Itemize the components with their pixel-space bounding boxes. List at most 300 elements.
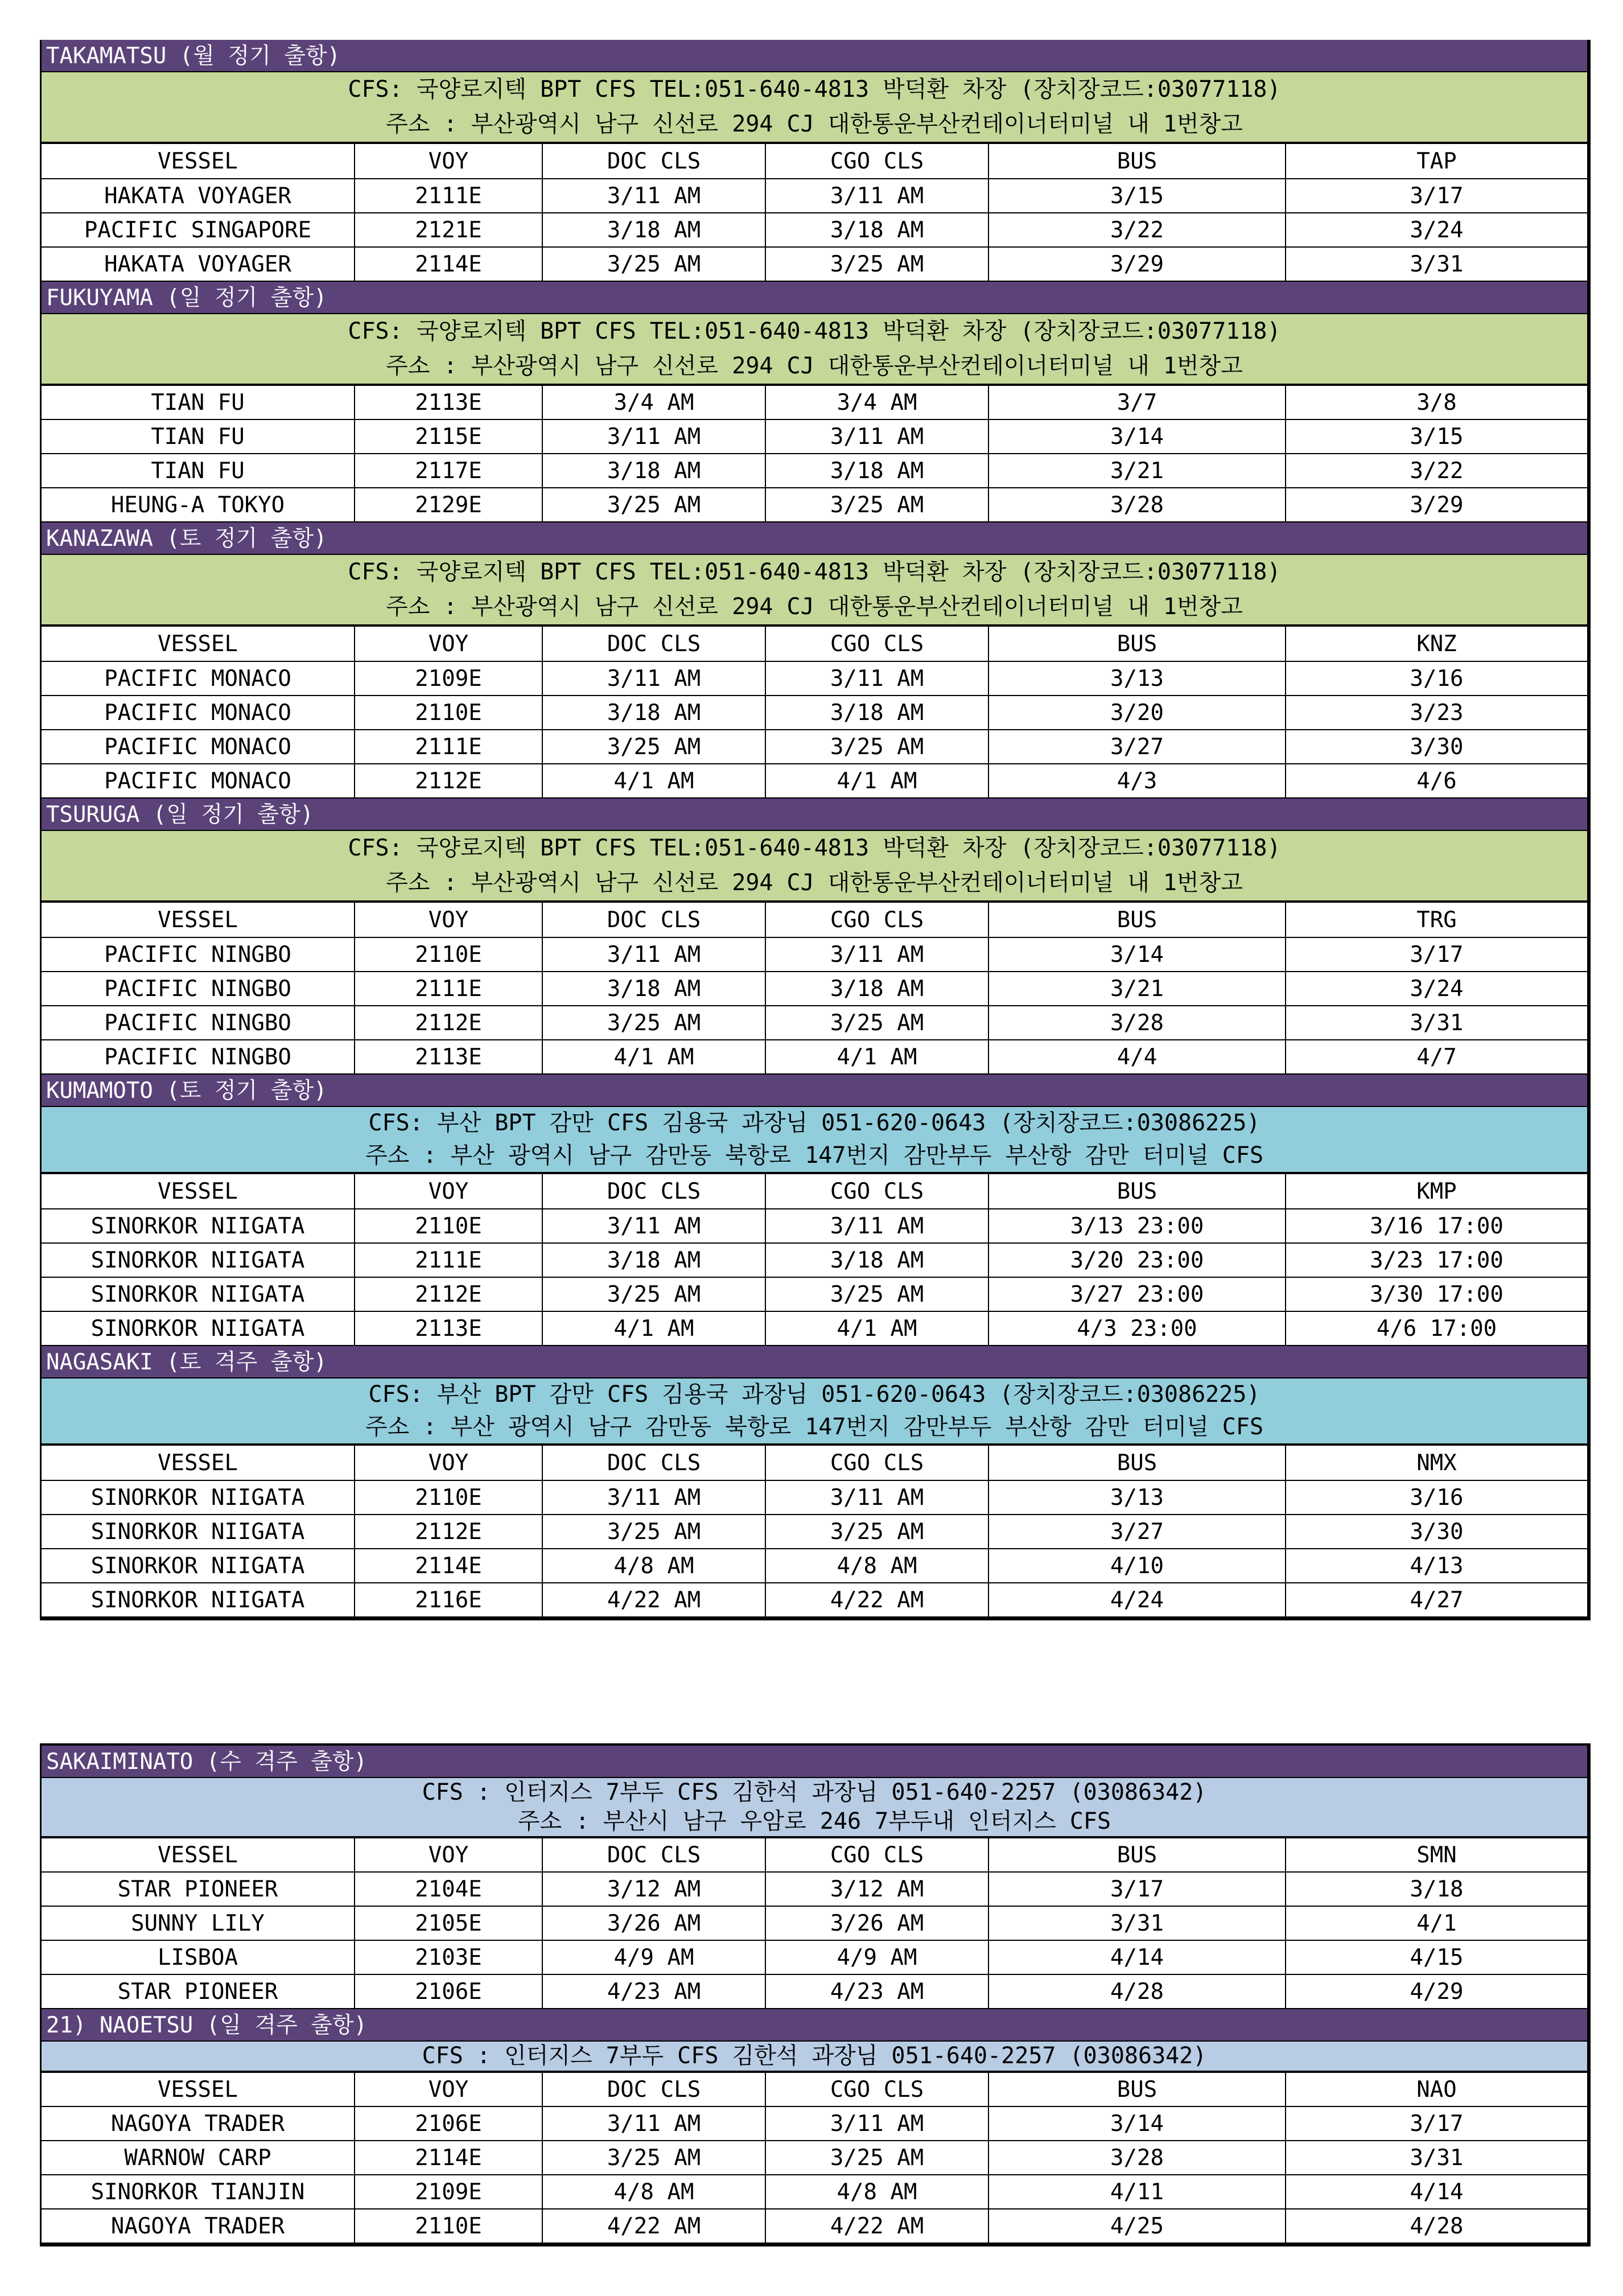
table-row [42,1006,1587,1040]
column-header: DOC CLS [542,626,765,661]
column-header: VESSEL [42,1838,355,1872]
table-cell: 3/20 23:00 [988,1243,1286,1277]
table-row [42,1974,1587,2009]
table-cell: 2110E [355,1209,542,1243]
table-cell: 3/18 [1286,1872,1587,1906]
column-header: DOC CLS [542,1174,765,1209]
table-row [42,2141,1587,2175]
table-cell: 4/22 AM [765,2209,988,2243]
table-cell: 4/9 AM [542,1940,765,1974]
table-cell: PACIFIC NINGBO [42,1040,355,1074]
column-header: CGO CLS [765,902,988,937]
table-cell: 2110E [355,696,542,730]
table-cell: 3/11 AM [765,661,988,696]
table-cell: 3/25 AM [542,2141,765,2175]
table-row [42,385,1587,419]
table-cell: PACIFIC NINGBO [42,1006,355,1040]
port-section-4 [42,1075,1587,1346]
table-cell: 3/28 [988,488,1286,522]
cfs-contact-line: CFS: 부산 BPT 감만 CFS 김용국 과장님 051-620-0643 (장치장코드:03086225) [368,1110,1260,1136]
table-row [42,2175,1587,2209]
table-cell: 2114E [355,2141,542,2175]
table-cell: SINORKOR NIIGATA [42,1549,355,1583]
table-row [42,488,1587,522]
table-cell: 4/8 AM [765,2175,988,2209]
table-row [42,764,1587,798]
table-cell: 4/13 [1286,1549,1587,1583]
cfs-info [42,1778,1587,1837]
table-cell: 3/23 17:00 [1286,1243,1587,1277]
cfs-address-line: 주소 : 부산시 남구 우암로 246 7부두내 인터지스 CFS [517,1808,1111,1834]
table-cell: TIAN FU [42,385,355,419]
table-cell: 3/25 AM [765,730,988,764]
column-header: VESSEL [42,1445,355,1480]
table-cell: 3/29 [1286,488,1587,522]
cfs-info [42,555,1587,626]
port-section-title: TAKAMATSU (월 정기 출항) [42,40,1587,72]
cfs-contact-line: CFS : 인터지스 7부두 CFS 김한석 과장님 051-640-2257 (03086342) [422,1779,1207,1805]
table-row [42,1583,1587,1617]
table-cell: 3/11 AM [765,2106,988,2141]
table-cell: 4/6 17:00 [1286,1311,1587,1345]
column-header: CGO CLS [765,1838,988,1872]
column-header: BUS [988,1838,1286,1872]
schedule-table [42,1445,1587,1618]
table-cell: 3/24 [1286,972,1587,1006]
table-cell: 3/16 17:00 [1286,1209,1587,1243]
table-cell: 3/25 AM [765,1006,988,1040]
column-header: BUS [988,2072,1286,2106]
table-cell: SINORKOR NIIGATA [42,1277,355,1311]
table-cell: 3/24 [1286,213,1587,247]
table-cell: 2112E [355,1515,542,1549]
table-cell: 3/31 [1286,2141,1587,2175]
table-cell: 3/28 [988,2141,1286,2175]
table-cell: 3/21 [988,972,1286,1006]
table-cell: 4/1 AM [542,1040,765,1074]
cfs-info [42,314,1587,385]
table-row [42,454,1587,488]
table-cell: 3/16 [1286,1480,1587,1515]
table-cell: 2115E [355,419,542,454]
table-row [42,1872,1587,1906]
port-section-title: KANAZAWA (토 정기 출항) [42,522,1587,555]
table-cell: STAR PIONEER [42,1872,355,1906]
table-row [42,661,1587,696]
table-cell: 3/7 [988,385,1286,419]
schedule-table [42,1837,1587,2009]
table-cell: 3/4 AM [542,385,765,419]
table-cell: HAKATA VOYAGER [42,247,355,281]
table-cell: 3/11 AM [542,179,765,213]
table-cell: 2104E [355,1872,542,1906]
table-cell: 3/11 AM [542,661,765,696]
table-cell: 3/25 AM [765,1515,988,1549]
table-cell: 3/25 AM [542,1006,765,1040]
table-cell: 3/30 [1286,730,1587,764]
table-cell: 2109E [355,2175,542,2209]
table-cell: 3/12 AM [765,1872,988,1906]
port-section-title: SAKAIMINATO (수 격주 출항) [42,1746,1587,1778]
cfs-info [42,831,1587,902]
table-header-row [42,902,1587,937]
table-cell: 2129E [355,488,542,522]
table-row [42,1480,1587,1515]
table-cell: 2114E [355,1549,542,1583]
table-cell: 3/25 AM [765,2141,988,2175]
table-cell: 3/25 AM [765,488,988,522]
table-cell: 4/7 [1286,1040,1587,1074]
table-cell: 3/13 [988,1480,1286,1515]
table-cell: PACIFIC MONACO [42,764,355,798]
port-section-7 [42,2009,1587,2244]
table-cell: 3/18 AM [765,696,988,730]
table-cell: NAGOYA TRADER [42,2209,355,2243]
schedule-block-secondary [40,1743,1591,2246]
port-section-0 [42,40,1587,282]
table-cell: 3/23 [1286,696,1587,730]
column-header: VESSEL [42,2072,355,2106]
cfs-contact-line: CFS : 인터지스 7부두 CFS 김한석 과장님 051-640-2257 (03086342) [422,2043,1207,2069]
table-cell: 4/14 [988,1940,1286,1974]
table-cell: 3/21 [988,454,1286,488]
table-row [42,419,1587,454]
table-cell: 4/29 [1286,1974,1587,2009]
table-row [42,1243,1587,1277]
table-cell: 3/4 AM [765,385,988,419]
schedule-table [42,385,1587,522]
table-cell: 3/11 AM [765,1209,988,1243]
table-cell: PACIFIC MONACO [42,696,355,730]
schedule-table [42,2072,1587,2244]
schedule-table [42,1173,1587,1346]
table-cell: 4/11 [988,2175,1286,2209]
table-cell: 3/11 AM [542,1209,765,1243]
port-section-3 [42,799,1587,1075]
column-header: CGO CLS [765,2072,988,2106]
table-cell: 4/24 [988,1583,1286,1617]
table-cell: 3/20 [988,696,1286,730]
table-cell: 4/22 AM [765,1583,988,1617]
table-cell: 4/10 [988,1549,1286,1583]
table-cell: PACIFIC NINGBO [42,937,355,972]
table-header-row [42,626,1587,661]
table-cell: 2113E [355,1311,542,1345]
table-cell: 4/4 [988,1040,1286,1074]
table-row [42,1311,1587,1345]
table-cell: 3/18 AM [542,1243,765,1277]
schedule-table [42,143,1587,282]
table-cell: 3/26 AM [765,1906,988,1940]
table-row [42,179,1587,213]
table-cell: 3/16 [1286,661,1587,696]
cfs-contact-line: CFS: 부산 BPT 감만 CFS 김용국 과장님 051-620-0643 (장치장코드:03086225) [368,1381,1260,1408]
table-row [42,1906,1587,1940]
cfs-info [42,2042,1587,2072]
cfs-contact-line: CFS: 국양로지텍 BPT CFS TEL:051-640-4813 박덕환 차장 (장치장코드:03077118) [348,318,1281,344]
table-cell: 3/11 AM [542,2106,765,2141]
cfs-address-line: 주소 : 부산 광역시 남구 감만동 북항로 147번지 감만부두 부산항 감만 터미널 CFS [365,1142,1264,1168]
table-cell: 4/27 [1286,1583,1587,1617]
schedule-table [42,626,1587,799]
table-cell: 3/17 [1286,2106,1587,2141]
column-header: VESSEL [42,1174,355,1209]
table-cell: 3/25 AM [542,1277,765,1311]
table-cell: SUNNY LILY [42,1906,355,1940]
table-cell: 4/14 [1286,2175,1587,2209]
table-cell: PACIFIC MONACO [42,661,355,696]
table-cell: 3/13 23:00 [988,1209,1286,1243]
column-header: DOC CLS [542,1838,765,1872]
table-cell: 4/23 AM [542,1974,765,2009]
cfs-contact-line: CFS: 국양로지텍 BPT CFS TEL:051-640-4813 박덕환 차장 (장치장코드:03077118) [348,76,1281,102]
cfs-address-line: 주소 : 부산광역시 남구 신선로 294 CJ 대한통운부산컨테이너터미널 내 1번창고 [386,870,1243,896]
cfs-address-line: 주소 : 부산광역시 남구 신선로 294 CJ 대한통운부산컨테이너터미널 내 1번창고 [386,594,1243,620]
column-header: VESSEL [42,902,355,937]
port-section-5 [42,1346,1587,1618]
column-header: VOY [355,902,542,937]
column-header: VOY [355,626,542,661]
table-row [42,1940,1587,1974]
table-cell: 3/22 [1286,454,1587,488]
table-cell: 3/25 AM [542,488,765,522]
table-cell: HAKATA VOYAGER [42,179,355,213]
table-cell: 2106E [355,2106,542,2141]
cfs-info [42,1107,1587,1173]
table-row [42,730,1587,764]
cfs-contact-line: CFS: 국양로지텍 BPT CFS TEL:051-640-4813 박덕환 차장 (장치장코드:03077118) [348,835,1281,861]
port-section-2 [42,522,1587,799]
column-header: VOY [355,143,542,179]
table-row [42,972,1587,1006]
table-row [42,213,1587,247]
port-section-title: FUKUYAMA (일 정기 출항) [42,282,1587,314]
table-cell: 3/11 AM [765,937,988,972]
table-cell: 3/18 AM [542,213,765,247]
table-cell: NAGOYA TRADER [42,2106,355,2141]
table-cell: 3/11 AM [765,419,988,454]
table-cell: 2110E [355,937,542,972]
table-row [42,2106,1587,2141]
table-cell: 3/30 [1286,1515,1587,1549]
table-cell: SINORKOR NIIGATA [42,1209,355,1243]
table-cell: 3/12 AM [542,1872,765,1906]
port-section-title: KUMAMOTO (토 정기 출항) [42,1075,1587,1107]
table-cell: 2106E [355,1974,542,2009]
table-row [42,696,1587,730]
table-cell: 4/22 AM [542,1583,765,1617]
table-cell: 2105E [355,1906,542,1940]
column-header: BUS [988,902,1286,937]
cfs-address-line: 주소 : 부산광역시 남구 신선로 294 CJ 대한통운부산컨테이너터미널 내 1번창고 [386,353,1243,379]
table-cell: 4/1 [1286,1906,1587,1940]
table-cell: 4/15 [1286,1940,1587,1974]
table-cell: 3/27 [988,1515,1286,1549]
column-header: DOC CLS [542,1445,765,1480]
table-header-row [42,1174,1587,1209]
table-cell: 2111E [355,730,542,764]
column-header-port: NAO [1286,2072,1587,2106]
table-cell: STAR PIONEER [42,1974,355,2009]
column-header: BUS [988,143,1286,179]
column-header-port: TAP [1286,143,1587,179]
table-cell: 2110E [355,1480,542,1515]
column-header: CGO CLS [765,1174,988,1209]
port-section-title: TSURUGA (일 정기 출항) [42,799,1587,831]
column-header: VESSEL [42,626,355,661]
port-section-title: 21) NAOETSU (일 격주 출항) [42,2009,1587,2042]
column-header: VOY [355,2072,542,2106]
column-header-port: TRG [1286,902,1587,937]
table-cell: 3/18 AM [542,972,765,1006]
table-cell: 3/11 AM [542,419,765,454]
table-row [42,247,1587,281]
table-cell: 3/18 AM [542,696,765,730]
table-cell: 2114E [355,247,542,281]
table-cell: 3/18 AM [765,1243,988,1277]
table-cell: 3/28 [988,1006,1286,1040]
table-cell: 2103E [355,1940,542,1974]
table-cell: WARNOW CARP [42,2141,355,2175]
table-cell: 2111E [355,972,542,1006]
port-section-1 [42,282,1587,522]
cfs-info [42,72,1587,143]
table-cell: SINORKOR TIANJIN [42,2175,355,2209]
table-row [42,1040,1587,1074]
table-row [42,1209,1587,1243]
table-cell: 2117E [355,454,542,488]
table-cell: 4/8 AM [542,1549,765,1583]
table-cell: 3/29 [988,247,1286,281]
table-cell: 3/27 23:00 [988,1277,1286,1311]
table-cell: 3/14 [988,937,1286,972]
table-cell: 3/25 AM [765,247,988,281]
table-cell: 4/23 AM [765,1974,988,2009]
table-cell: 4/1 AM [542,1311,765,1345]
table-cell: 2112E [355,1277,542,1311]
table-cell: 3/31 [1286,247,1587,281]
table-cell: 3/30 17:00 [1286,1277,1587,1311]
table-cell: 2111E [355,179,542,213]
table-cell: 2110E [355,2209,542,2243]
table-cell: LISBOA [42,1940,355,1974]
table-cell: 3/18 AM [765,213,988,247]
column-header: DOC CLS [542,902,765,937]
table-header-row [42,1838,1587,1872]
table-row [42,1515,1587,1549]
table-cell: 2121E [355,213,542,247]
table-cell: PACIFIC MONACO [42,730,355,764]
table-cell: 3/22 [988,213,1286,247]
table-cell: 3/17 [988,1872,1286,1906]
table-cell: 3/14 [988,2106,1286,2141]
port-section-6 [42,1746,1587,2009]
table-cell: 3/27 [988,730,1286,764]
column-header-port: SMN [1286,1838,1587,1872]
table-cell: 4/22 AM [542,2209,765,2243]
table-cell: 4/25 [988,2209,1286,2243]
table-cell: 3/25 AM [542,730,765,764]
table-cell: 4/3 [988,764,1286,798]
table-cell: 3/25 AM [542,1515,765,1549]
table-cell: 2112E [355,1006,542,1040]
table-cell: 4/8 AM [542,2175,765,2209]
table-cell: SINORKOR NIIGATA [42,1311,355,1345]
table-cell: SINORKOR NIIGATA [42,1243,355,1277]
table-row [42,1277,1587,1311]
schedule-table [42,902,1587,1075]
table-cell: 3/25 AM [765,1277,988,1311]
cfs-address-line: 주소 : 부산 광역시 남구 감만동 북항로 147번지 감만부두 부산항 감만 터미널 CFS [365,1414,1264,1440]
table-cell: 3/11 AM [542,937,765,972]
table-cell: 2111E [355,1243,542,1277]
table-header-row [42,2072,1587,2106]
column-header: CGO CLS [765,143,988,179]
column-header: VOY [355,1838,542,1872]
table-cell: SINORKOR NIIGATA [42,1515,355,1549]
table-cell: 4/1 AM [765,1311,988,1345]
table-cell: PACIFIC SINGAPORE [42,213,355,247]
table-cell: 3/11 AM [765,1480,988,1515]
table-cell: 3/26 AM [542,1906,765,1940]
table-cell: 4/28 [1286,2209,1587,2243]
table-row [42,2209,1587,2243]
column-header: CGO CLS [765,626,988,661]
column-header-port: NMX [1286,1445,1587,1480]
table-cell: 4/3 23:00 [988,1311,1286,1345]
table-cell: 3/18 AM [765,454,988,488]
table-cell: 3/31 [1286,1006,1587,1040]
table-cell: 2109E [355,661,542,696]
table-cell: 2116E [355,1583,542,1617]
table-cell: SINORKOR NIIGATA [42,1583,355,1617]
column-header-port: KMP [1286,1174,1587,1209]
table-cell: 4/1 AM [542,764,765,798]
cfs-info [42,1379,1587,1445]
column-header: BUS [988,1445,1286,1480]
cfs-contact-line: CFS: 국양로지텍 BPT CFS TEL:051-640-4813 박덕환 차장 (장치장코드:03077118) [348,559,1281,585]
table-cell: 3/11 AM [765,179,988,213]
table-cell: 3/13 [988,661,1286,696]
column-header: BUS [988,1174,1286,1209]
table-cell: 3/8 [1286,385,1587,419]
table-cell: SINORKOR NIIGATA [42,1480,355,1515]
table-cell: 4/28 [988,1974,1286,2009]
port-section-title: NAGASAKI (토 격주 출항) [42,1346,1587,1379]
table-row [42,937,1587,972]
table-cell: 2113E [355,1040,542,1074]
column-header-port: KNZ [1286,626,1587,661]
cfs-address-line: 주소 : 부산광역시 남구 신선로 294 CJ 대한통운부산컨테이너터미널 내 1번창고 [386,111,1243,137]
table-cell: 3/17 [1286,179,1587,213]
table-header-row [42,143,1587,179]
table-row [42,1549,1587,1583]
column-header: VESSEL [42,143,355,179]
table-cell: 3/14 [988,419,1286,454]
table-cell: PACIFIC NINGBO [42,972,355,1006]
schedule-block-main [40,40,1591,1620]
column-header: VOY [355,1174,542,1209]
table-cell: 4/9 AM [765,1940,988,1974]
table-cell: 4/1 AM [765,1040,988,1074]
table-cell: 4/1 AM [765,764,988,798]
table-cell: 3/17 [1286,937,1587,972]
column-header: VOY [355,1445,542,1480]
column-header: DOC CLS [542,2072,765,2106]
column-header: CGO CLS [765,1445,988,1480]
table-cell: 2112E [355,764,542,798]
column-header: BUS [988,626,1286,661]
